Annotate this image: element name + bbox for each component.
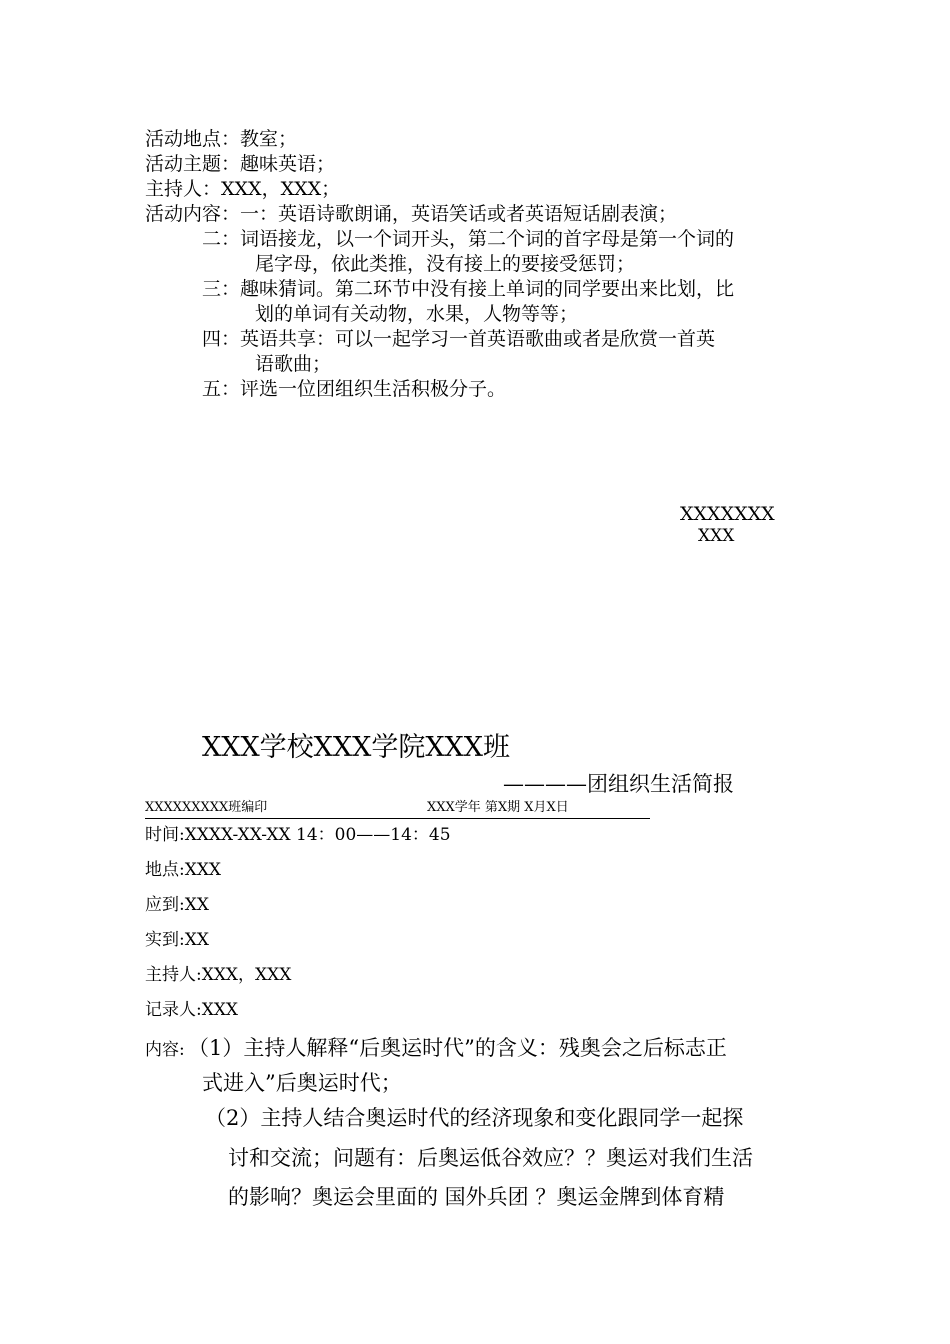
activity-item-2-line-2: 尾字母，依此类推，没有接上的要接受惩罚；: [255, 253, 636, 275]
content-item-1-line-1: （1）主持人解释“后奥运时代”的含义：残奥会之后标志正: [188, 1036, 727, 1060]
content-label: 内容:: [145, 1040, 185, 1060]
meeting-host: 主持人:XXX，XXX: [145, 965, 292, 985]
activity-host: 主持人：XXX，XXX；: [145, 178, 341, 200]
content-item-2-line-3: 的影响？奥运会里面的 国外兵团 ？奥运金牌到体育精: [228, 1185, 725, 1209]
activity-item-4-line-1: 四：英语共享：可以一起学习一首英语歌曲或者是欣赏一首英: [202, 328, 716, 350]
imprint-right: XXX学年 第X期 X月X日: [427, 800, 569, 815]
activity-location: 活动地点：教室；: [145, 128, 298, 150]
actual-attendance: 实到:XX: [145, 930, 209, 950]
meeting-place: 地点:XXX: [145, 860, 222, 880]
bulletin-title: XXX学校XXX学院XXX班: [202, 732, 510, 763]
activity-item-5: 五：评选一位团组织生活积极分子。: [202, 378, 507, 400]
activity-content-intro: 活动内容：一：英语诗歌朗诵，英语笑话或者英语短话剧表演；: [145, 203, 678, 225]
expected-attendance: 应到:XX: [145, 895, 209, 915]
activity-item-3-line-2: 划的单词有关动物，水果，人物等等；: [255, 303, 579, 325]
activity-theme: 活动主题：趣味英语；: [145, 153, 336, 175]
meeting-time: 时间:XXXX-XX-XX 14：00——14：45: [145, 825, 451, 845]
content-item-2-line-2: 讨和交流；问题有：后奥运低谷效应？？奥运对我们生活: [228, 1146, 753, 1170]
signature-date: XXX: [698, 526, 735, 546]
activity-item-2-line-1: 二：词语接龙，以一个词开头，第二个词的首字母是第一个词的: [202, 228, 735, 250]
signature-organization: XXXXXXX: [680, 503, 775, 525]
meeting-recorder: 记录人:XXX: [145, 1000, 239, 1020]
content-item-1-line-2: 式进入”后奥运时代；: [202, 1071, 402, 1095]
imprint-line: [145, 798, 650, 819]
bulletin-subtitle: ————团组织生活简报: [503, 772, 734, 796]
imprint-left: XXXXXXXXX班编印: [145, 800, 268, 815]
content-item-2-line-1: （2）主持人结合奥运时代的经济现象和变化跟同学一起探: [205, 1106, 744, 1130]
activity-item-3-line-1: 三：趣味猜词。第二环节中没有接上单词的同学要出来比划，比: [202, 278, 735, 300]
activity-item-4-line-2: 语歌曲；: [255, 353, 332, 375]
